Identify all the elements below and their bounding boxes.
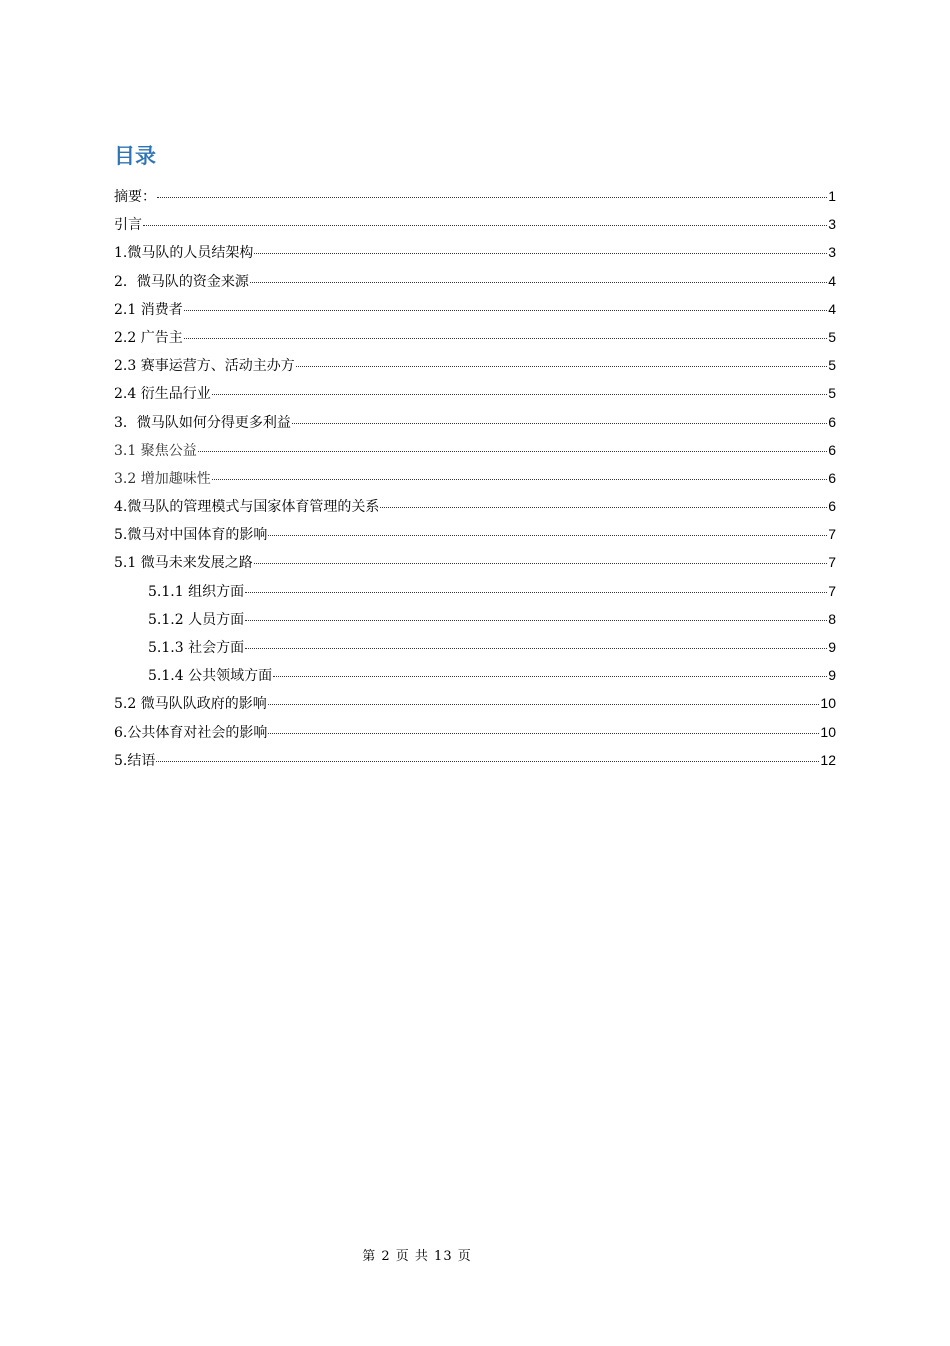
toc-dot-leader	[245, 592, 827, 593]
toc-entry-text: 5.1.2 人员方面	[148, 611, 245, 628]
toc-dot-leader	[296, 366, 827, 367]
toc-entry-text: 5.微马对中国体育的影响	[114, 527, 268, 544]
toc-entry-page: 9	[828, 667, 836, 684]
toc-entry-text: 2.1 消费者	[114, 301, 183, 318]
toc-dot-leader	[254, 563, 827, 564]
toc-dot-leader	[268, 733, 819, 734]
toc-entry-text: 3.2 增加趣味性	[114, 470, 211, 487]
toc-entry-page: 9	[828, 639, 836, 655]
toc-entry[interactable]	[114, 605, 836, 633]
toc-dot-leader	[292, 423, 827, 424]
toc-entry-text: 5.1 微马未来发展之路	[114, 555, 253, 572]
toc-entry-page: 10	[820, 695, 836, 712]
toc-entry-text: 3.1 聚焦公益	[114, 442, 197, 459]
toc-entry-text: 5.1.1 组织方面	[148, 583, 245, 600]
toc-entry-text: 2.2 广告主	[114, 329, 183, 346]
toc-entry-text: 6.公共体育对社会的影响	[114, 724, 268, 741]
toc-entry-page: 6	[828, 469, 836, 486]
toc-entry-page: 1	[828, 188, 836, 204]
toc-entry[interactable]	[114, 464, 836, 492]
toc-entry[interactable]	[114, 267, 836, 295]
toc-entry[interactable]	[114, 182, 836, 210]
toc-dot-leader	[245, 620, 827, 621]
toc-entry[interactable]	[114, 436, 836, 464]
toc-entry[interactable]	[114, 718, 836, 746]
toc-entry-page: 3	[828, 244, 836, 261]
toc-entry[interactable]	[114, 408, 836, 436]
toc-entry-text: 5.1.3 社会方面	[148, 640, 245, 656]
toc-dot-leader	[156, 761, 819, 762]
toc-entry-page: 6	[828, 413, 836, 430]
toc-entry-page: 8	[828, 610, 836, 627]
toc-dot-leader	[198, 451, 827, 452]
toc-title: 目录	[114, 144, 156, 168]
toc-entry-text: 3．微马队如何分得更多利益	[114, 414, 291, 431]
toc-entry-page: 4	[828, 300, 836, 317]
toc-dot-leader	[212, 394, 827, 395]
toc-entry-text: 1.微马队的人员结架构	[114, 245, 254, 262]
toc-entry-text: 5.结语	[114, 752, 156, 769]
toc-dot-leader	[245, 648, 827, 649]
toc-entry-page: 6	[828, 441, 836, 458]
toc-entry-page: 6	[828, 498, 836, 515]
toc-dot-leader	[273, 676, 827, 677]
toc-entry[interactable]	[114, 548, 836, 576]
toc-entry-text: 5.1.4 公共领域方面	[148, 668, 273, 685]
toc-dot-leader	[380, 507, 827, 508]
toc-entry-page: 4	[828, 272, 836, 289]
toc-entry-page: 12	[820, 751, 836, 768]
toc-dot-leader	[268, 704, 820, 705]
toc-entry[interactable]	[114, 633, 836, 661]
toc-entry-text: 引言	[114, 217, 142, 234]
toc-entry-text: 摘要：	[114, 189, 156, 205]
toc-entry-page: 3	[828, 216, 836, 233]
toc-entry-text: 2．微马队的资金来源	[114, 273, 249, 290]
toc-dot-leader	[268, 535, 827, 536]
toc-dot-leader	[184, 338, 827, 339]
toc-entry[interactable]	[114, 689, 836, 717]
toc-entry-page: 7	[828, 582, 836, 599]
toc-dot-leader	[250, 282, 827, 283]
toc-entry-text: 2.4 衍生品行业	[114, 386, 211, 403]
toc-entry[interactable]	[114, 746, 836, 774]
toc-dot-leader	[254, 253, 827, 254]
toc-entry[interactable]	[114, 492, 836, 520]
toc-entry-text: 4.微马队的管理模式与国家体育管理的关系	[114, 499, 380, 516]
toc-entry-text: 2.3 赛事运营方、活动主办方	[114, 358, 295, 375]
toc-entry-page: 5	[828, 357, 836, 374]
toc-entry[interactable]	[114, 210, 836, 238]
toc-dot-leader	[184, 310, 827, 311]
page-footer: 第 2 页 共 13 页	[362, 1249, 472, 1264]
toc-entry[interactable]	[114, 379, 836, 407]
toc-dot-leader	[212, 479, 827, 480]
toc-entry[interactable]	[114, 323, 836, 351]
toc-entry-page: 7	[828, 526, 836, 543]
toc-entry-page: 5	[828, 328, 836, 345]
toc-entry[interactable]	[114, 520, 836, 548]
toc-dot-leader	[157, 197, 827, 198]
toc-entry[interactable]	[114, 351, 836, 379]
toc-entry-page: 7	[828, 554, 836, 571]
toc-dot-leader	[143, 225, 827, 226]
toc-entry-page: 10	[820, 723, 836, 740]
toc-entry[interactable]	[114, 661, 836, 689]
toc-entry[interactable]	[114, 295, 836, 323]
toc-entry-text: 5.2 微马队队政府的影响	[114, 696, 267, 713]
toc-list	[114, 182, 836, 774]
toc-entry-page: 5	[828, 385, 836, 402]
toc-entry[interactable]	[114, 238, 836, 266]
toc-entry[interactable]	[114, 577, 836, 605]
